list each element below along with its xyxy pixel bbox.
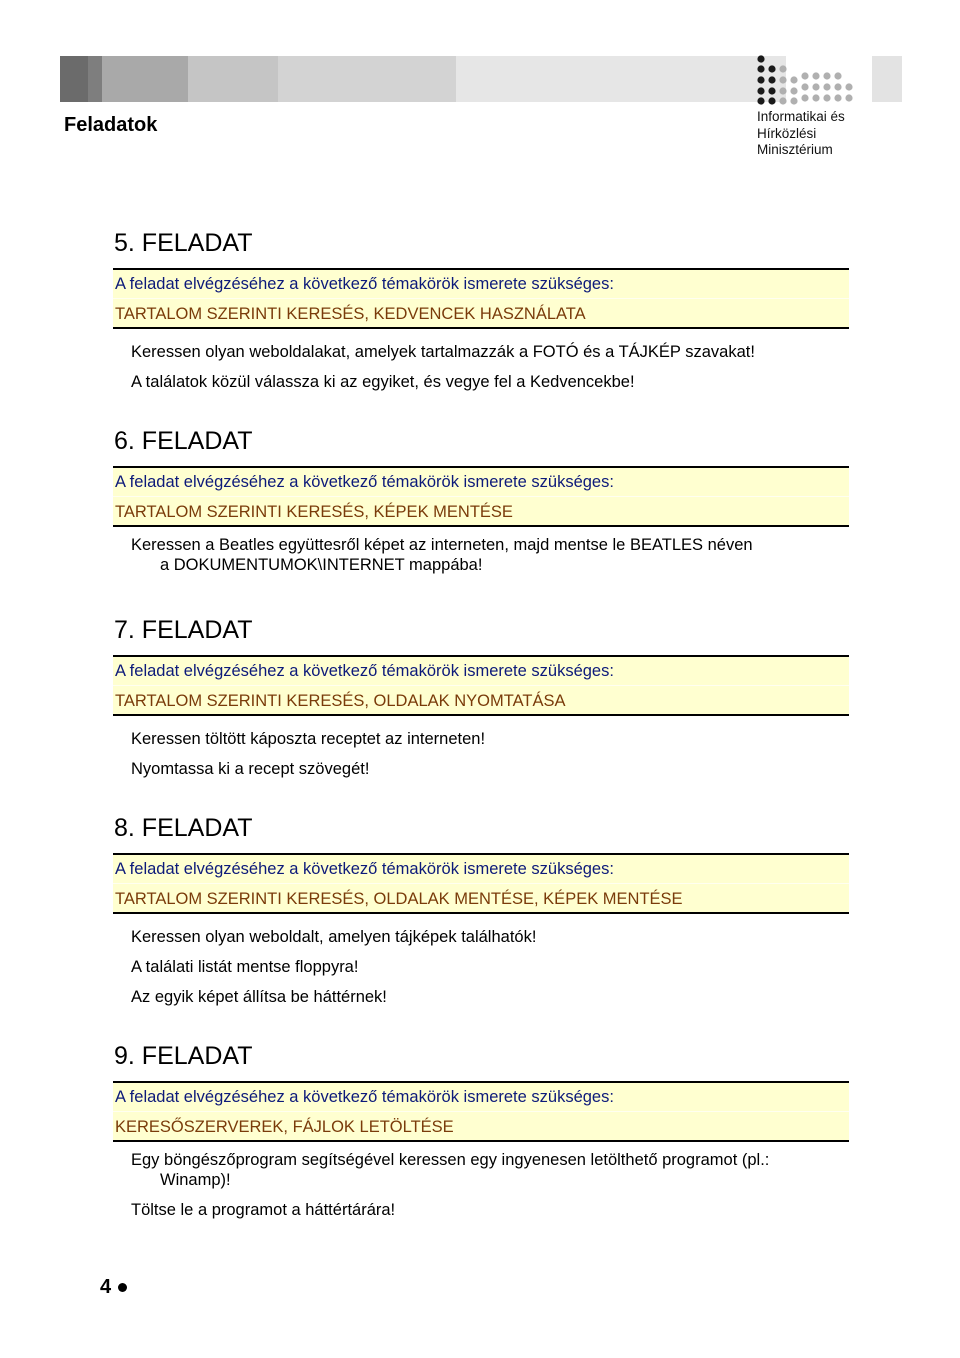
task-title: 6. FELADAT (114, 427, 253, 455)
header-bar (60, 56, 88, 102)
ministry-logo-icon (756, 54, 856, 106)
header-corner-block (872, 56, 902, 102)
page-number-text: 4 (100, 1276, 112, 1298)
bullet-dot-icon (118, 1283, 127, 1292)
description-line: A találatok közül válassza ki az egyiket, és vegye fel a Kedvencekbe! (131, 373, 635, 391)
requirement-label: A feladat elvégzéséhez a következő témakörök ismerete szükséges: (115, 662, 614, 680)
ministry-logo-text (757, 109, 845, 159)
requirement-box (113, 268, 849, 329)
header-bar (102, 56, 188, 102)
header-bar (188, 56, 278, 102)
logo-line: Hírközlési (757, 125, 817, 141)
task-description (113, 922, 849, 1012)
requirement-box (113, 853, 849, 914)
description-line: a DOKUMENTUMOK\INTERNET mappába! (160, 556, 483, 574)
requirement-topic: TARTALOM SZERINTI KERESÉS, OLDALAK MENTÉSE, KÉPEK MENTÉSE (113, 883, 849, 912)
task-description (113, 337, 849, 397)
requirement-label: A feladat elvégzéséhez a következő témakörök ismerete szükséges: (115, 473, 614, 491)
description-line: Keressen olyan weboldalt, amelyen tájképek találhatók! (131, 928, 537, 946)
description-line: A találati listát mentse floppyra! (131, 958, 359, 976)
requirement-box (113, 655, 849, 716)
task-9 (113, 1042, 849, 1225)
task-title: 8. FELADAT (114, 814, 253, 842)
description-line: Keressen töltött káposzta receptet az interneten! (131, 730, 486, 748)
task-description (113, 1150, 849, 1225)
task-8 (113, 814, 849, 1012)
description-line: Az egyik képet állítsa be háttérnek! (131, 988, 387, 1006)
task-7 (113, 616, 849, 784)
header-decorative-bars (60, 56, 786, 102)
description-line: Keressen olyan weboldalakat, amelyek tartalmazzák a FOTÓ és a TÁJKÉP szavakat! (131, 343, 755, 361)
description-line: Keressen a Beatles együttesről képet az interneten, majd mentse le BEATLES néven (131, 536, 753, 554)
requirement-label: A feladat elvégzéséhez a következő témakörök ismerete szükséges: (115, 860, 614, 878)
requirement-label: A feladat elvégzéséhez a következő témakörök ismerete szükséges: (115, 1088, 614, 1106)
requirement-label: A feladat elvégzéséhez a következő témakörök ismerete szükséges: (115, 275, 614, 293)
logo-line: Informatikai és (757, 109, 845, 124)
task-6 (113, 427, 849, 575)
task-title: 5. FELADAT (114, 229, 253, 257)
task-description (113, 724, 849, 784)
task-title: 9. FELADAT (114, 1042, 253, 1070)
description-line: Winamp)! (160, 1171, 231, 1189)
logo-line: Minisztérium (757, 142, 833, 157)
requirement-topic: KERESŐSZERVEREK, FÁJLOK LETÖLTÉSE (113, 1111, 849, 1140)
description-line: Töltse le a programot a háttértárára! (131, 1201, 396, 1219)
description-line: Nyomtassa ki a recept szövegét! (131, 760, 370, 778)
description-line: Egy böngészőprogram segítségével keressen egy ingyenesen letölthető programot (pl.: (131, 1151, 770, 1169)
task-5 (113, 229, 849, 397)
header-bar (456, 56, 786, 102)
requirement-topic: TARTALOM SZERINTI KERESÉS, OLDALAK NYOMTATÁSA (113, 685, 849, 714)
requirement-box (113, 466, 849, 527)
requirement-topic: TARTALOM SZERINTI KERESÉS, KÉPEK MENTÉSE (113, 496, 849, 525)
header-bar (88, 56, 102, 102)
requirement-box (113, 1081, 849, 1142)
task-description (113, 535, 849, 575)
page-number (100, 1276, 127, 1299)
header-bar (278, 56, 456, 102)
task-title: 7. FELADAT (114, 616, 253, 644)
section-title: Feladatok (64, 114, 158, 136)
requirement-topic: TARTALOM SZERINTI KERESÉS, KEDVENCEK HASZNÁLATA (113, 298, 849, 327)
